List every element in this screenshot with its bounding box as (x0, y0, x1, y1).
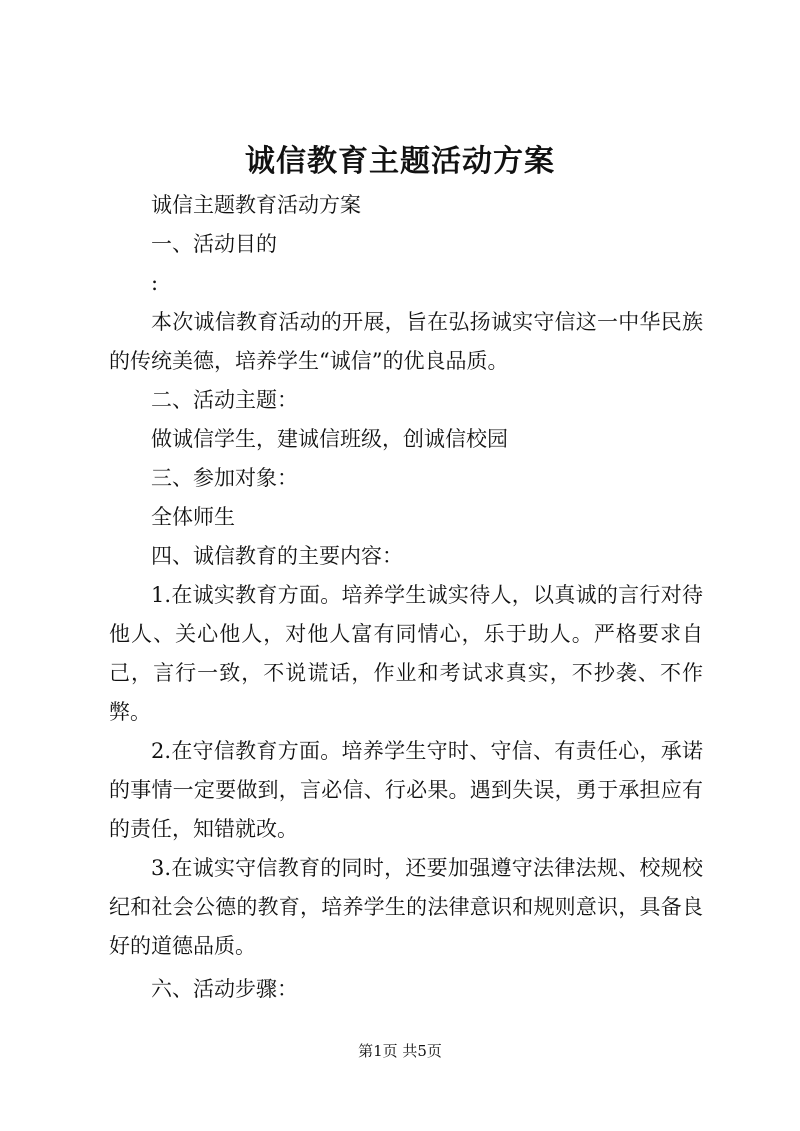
paragraph-participants: 全体师生 (151, 505, 235, 529)
paragraph-content-2: 2.在守信教育方面。培养学生守时、守信、有责任心，承诺的事情一定要做到，言必信、行必果。遇到失误，勇于承担应有的责任，知错就改。 (109, 739, 703, 841)
paragraph-section-2-heading: 二、活动主题： (151, 388, 298, 412)
paragraph-subtitle: 诚信主题教育活动方案 (151, 193, 361, 217)
paragraph-content-1: 1.在诚实教育方面。培养学生诚实待人，以真诚的言行对待他人、关心他人，对他人富有同情心，乐于助人。严格要求自己，言行一致，不说谎话，作业和考试求真实，不抄袭、不作弊。 (109, 583, 703, 724)
paragraph-section-1-heading: 一、活动目的 (151, 232, 277, 256)
paragraph-colon: : (151, 271, 159, 295)
page-footer: 第1页 共5页 (358, 1042, 442, 1060)
document-body (109, 186, 703, 1009)
paragraph-theme: 做诚信学生，建诚信班级，创诚信校园 (151, 427, 508, 451)
paragraph-section-6-heading: 六、活动步骤： (151, 977, 298, 1001)
paragraph-section-4-heading: 四、诚信教育的主要内容： (151, 544, 403, 568)
paragraph-section-3-heading: 三、参加对象： (151, 466, 298, 490)
paragraph-content-3: 3.在诚实守信教育的同时，还要加强遵守法律法规、校规校纪和社会公德的教育，培养学生的法律意识和规则意识，具备良好的道德品质。 (109, 856, 703, 958)
document-title: 诚信教育主题活动方案 (245, 144, 555, 179)
paragraph-purpose: 本次诚信教育活动的开展，旨在弘扬诚实守信这一中华民族的传统美德，培养学生“诚信”的优良品质。 (109, 310, 703, 373)
